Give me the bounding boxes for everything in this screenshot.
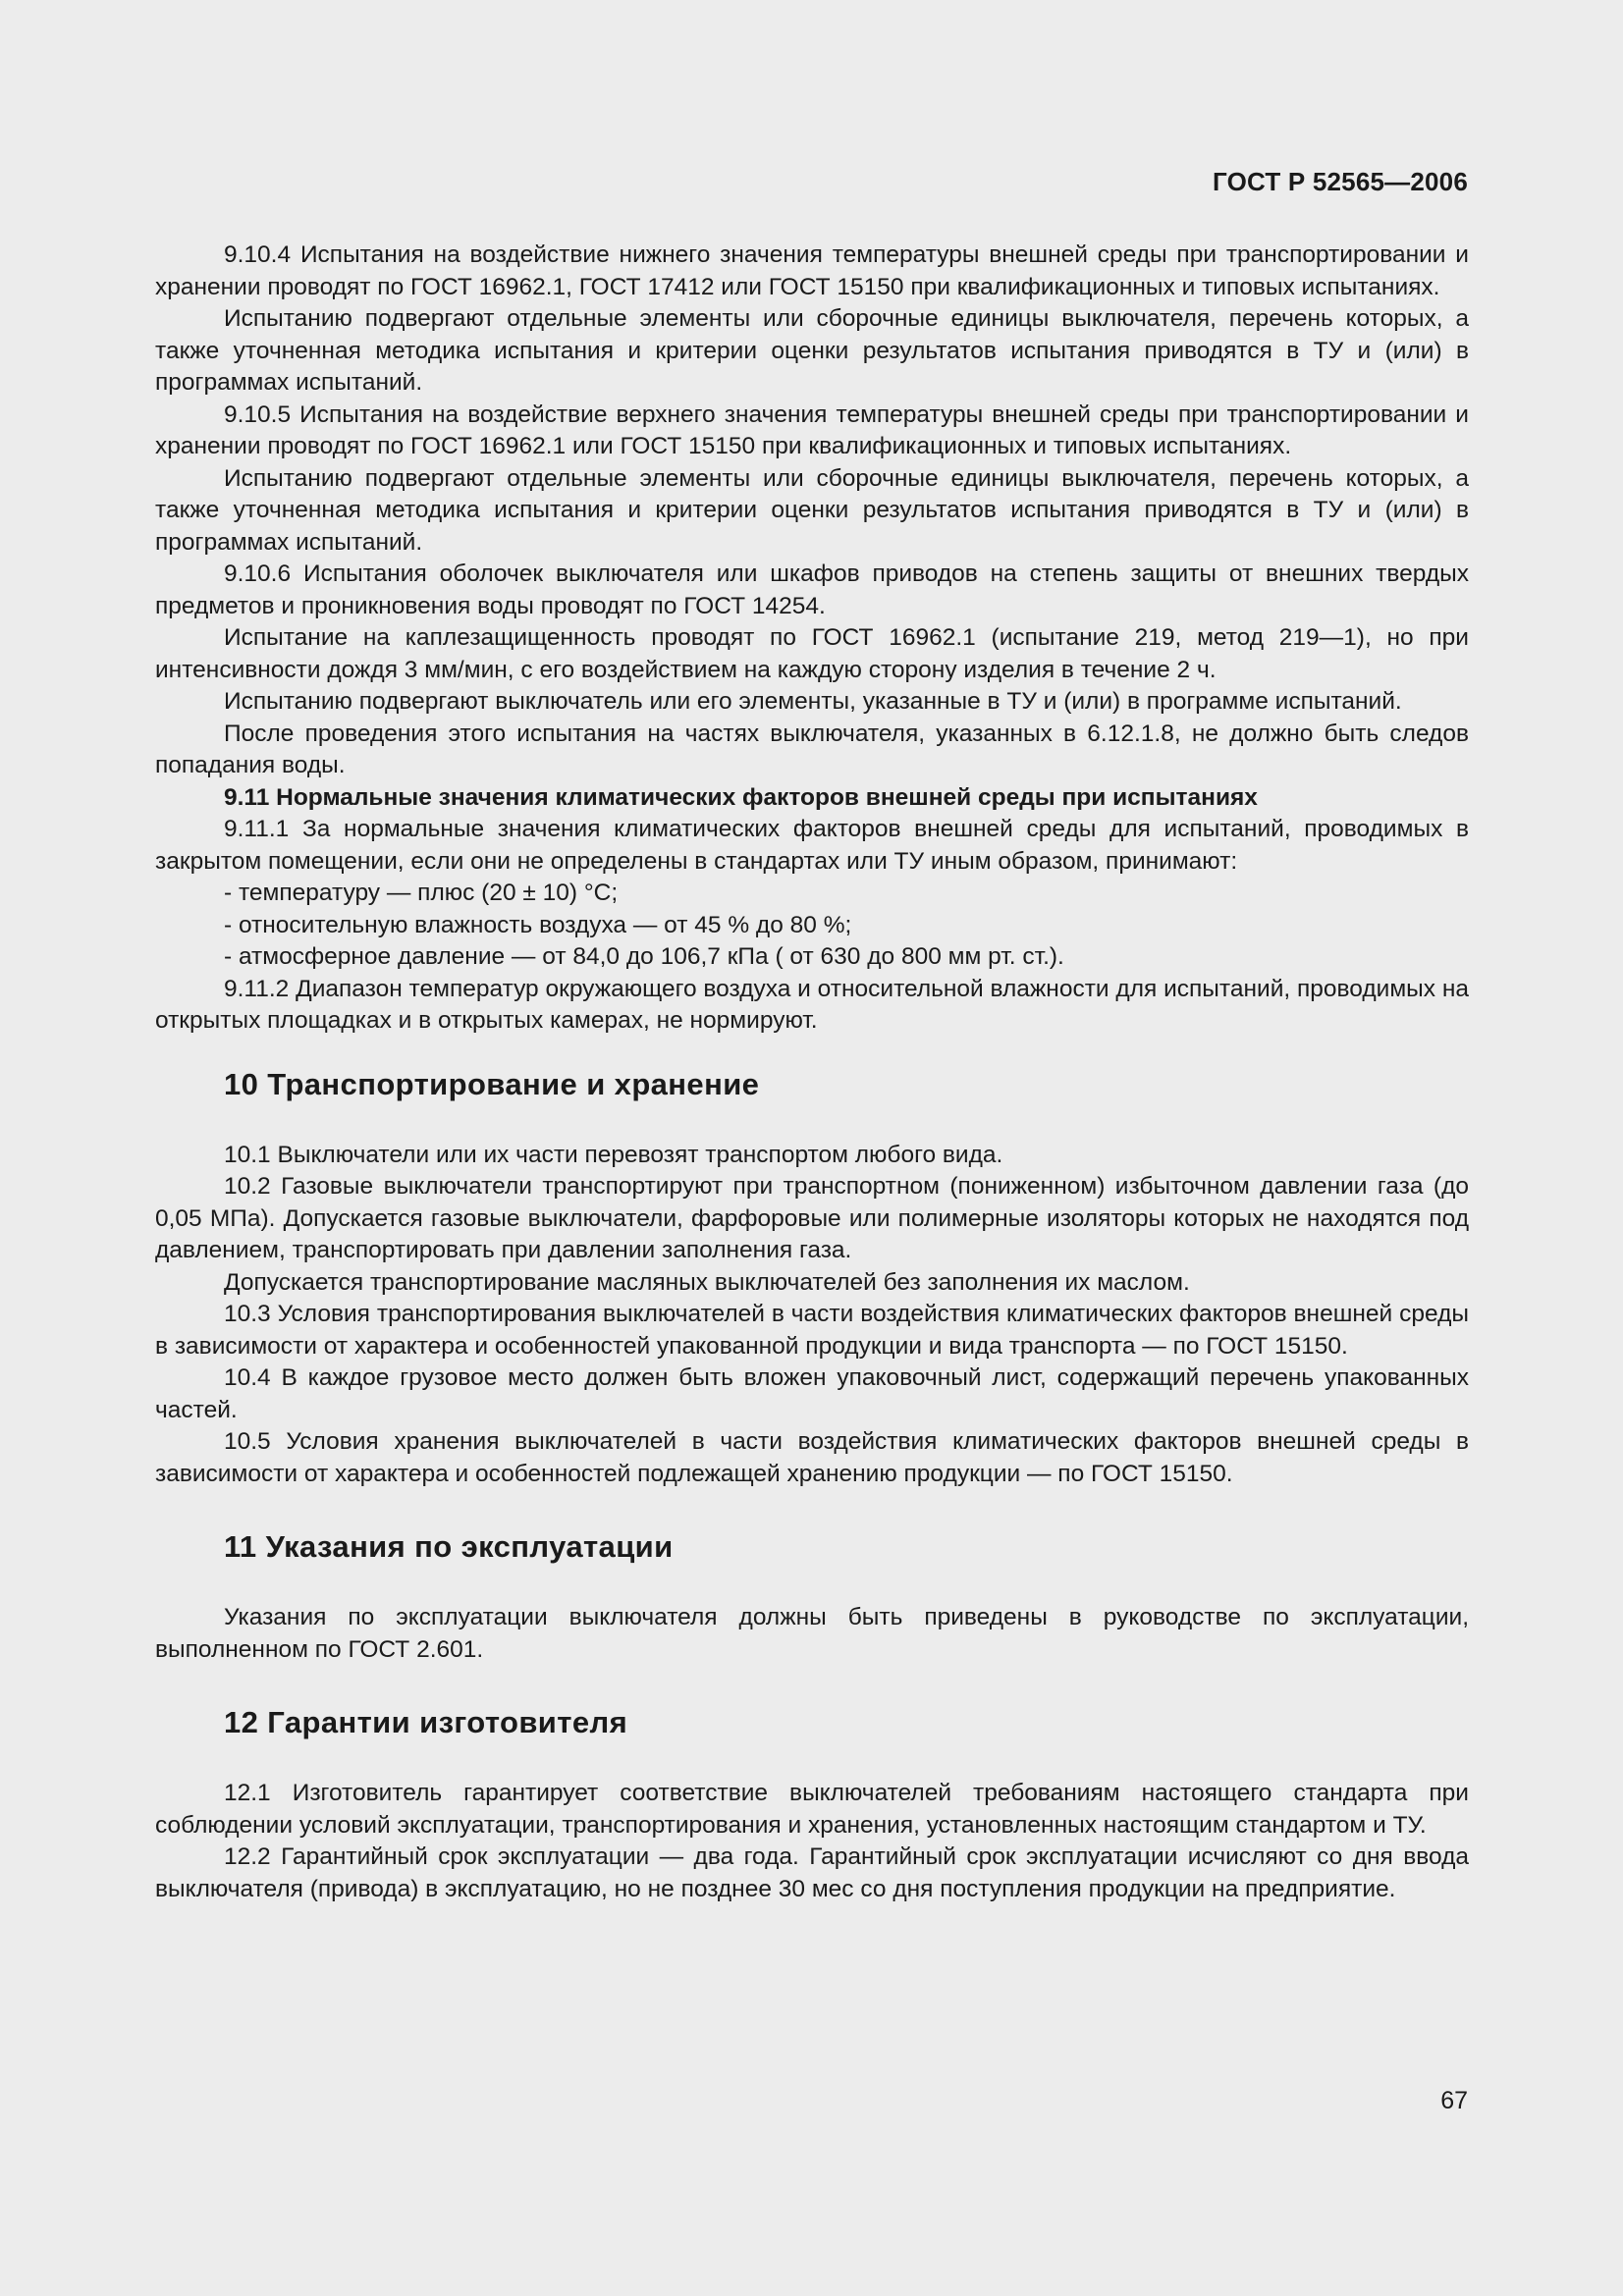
list-item: - температуру — плюс (20 ± 10) °С;	[224, 880, 619, 906]
list-item: - атмосферное давление — от 84,0 до 106,7 кПа ( от 630 до 800 мм рт. ст.).	[224, 943, 1064, 970]
paragraph-12-2: 12.2 Гарантийный срок эксплуатации — два года. Гарантийный срок эксплуатации исчисляют со дня ввода выключателя (привода) в эксплуатацию, но не позднее 30 мес со дня поступления продукции на предприятие.	[155, 1843, 1469, 1902]
subheading-9-11: 9.11 Нормальные значения климатических факторов внешней среды при испытаниях	[224, 783, 1258, 811]
document-code-header: ГОСТ Р 52565—2006	[1213, 167, 1468, 196]
paragraph-9-11-1: 9.11.1 За нормальные значения климатических факторов внешней среды для испытаний, проводимых в закрытом помещении, если они не определены в стандартах или ТУ иным образом, принимают:	[155, 816, 1469, 875]
paragraph-9-10-4-b: Испытанию подвергают отдельные элементы или сборочные единицы выключателя, перечень которых, а также уточненная методика испытания и критерии оценки результатов испытания приводятся в ТУ и (или) в программах испытаний.	[155, 305, 1469, 396]
paragraph-10-5: 10.5 Условия хранения выключателей в части воздействия климатических факторов внешней среды в зависимости от характера и особенностей подлежащей хранению продукции — по ГОСТ 15150.	[155, 1428, 1469, 1487]
section-12-heading: 12 Гарантии изготовителя	[224, 1705, 628, 1739]
paragraph-9-10-6: 9.10.6 Испытания оболочек выключателя или шкафов приводов на степень защиты от внешних твердых предметов и проникновения воды проводят по ГОСТ 14254.	[155, 561, 1469, 619]
section-11-heading: 11 Указания по эксплуатации	[224, 1529, 674, 1564]
paragraph-9-10-6-d: После проведения этого испытания на частях выключателя, указанных в 6.12.1.8, не должно быть следов попадания воды.	[155, 720, 1469, 778]
paragraph-10-3: 10.3 Условия транспортирования выключателей в части воздействия климатических факторов внешней среды в зависимости от характера и особенностей упакованной продукции и вида транспорта — по ГОСТ 15150.	[155, 1301, 1469, 1360]
paragraph-9-10-4: 9.10.4 Испытания на воздействие нижнего значения температуры внешней среды при транспортировании и хранении проводят по ГОСТ 16962.1, ГОСТ 17412 или ГОСТ 15150 при квалификационных и типовых испытаниях.	[155, 241, 1469, 300]
list-item: - относительную влажность воздуха — от 45 % до 80 %;	[224, 911, 852, 938]
paragraph-12-1: 12.1 Изготовитель гарантирует соответствие выключателей требованиям настоящего стандарта при соблюдении условий эксплуатации, транспортирования и хранения, установленных настоящим стандартом и ТУ.	[155, 1780, 1469, 1839]
paragraph-10-4: 10.4 В каждое грузовое место должен быть вложен упаковочный лист, содержащий перечень упакованных частей.	[155, 1364, 1469, 1423]
paragraph-9-11-2: 9.11.2 Диапазон температур окружающего воздуха и относительной влажности для испытаний, проводимых на открытых площадках и в открытых камерах, не нормируют.	[155, 975, 1469, 1034]
paragraph-10-2: 10.2 Газовые выключатели транспортируют при транспортном (пониженном) избыточном давлении газа (до 0,05 МПа). Допускается газовые выключатели, фарфоровые или полимерные изоляторы которых не находятся под давлением, транспортировать при давлении заполнения газа.	[155, 1173, 1469, 1263]
paragraph-9-10-5-b: Испытанию подвергают отдельные элементы или сборочные единицы выключателя, перечень которых, а также уточненная методика испытания и критерии оценки результатов испытания приводятся в ТУ и (или) в программах испытаний.	[155, 464, 1469, 556]
paragraph-10-1: 10.1 Выключатели или их части перевозят транспортом любого вида.	[224, 1141, 1003, 1168]
paragraph-9-10-6-c: Испытанию подвергают выключатель или его элементы, указанные в ТУ и (или) в программе испытаний.	[224, 688, 1402, 715]
paragraph-9-10-6-b: Испытание на каплезащищенность проводят по ГОСТ 16962.1 (испытание 219, метод 219—1), но при интенсивности дождя 3 мм/мин, с его воздействием на каждую сторону изделия в течение 2 ч.	[155, 624, 1469, 683]
page-number: 67	[1440, 2087, 1468, 2114]
page-content	[155, 240, 1469, 1905]
paragraph-11: Указания по эксплуатации выключателя должны быть приведены в руководстве по эксплуатации, выполненном по ГОСТ 2.601.	[155, 1604, 1469, 1663]
section-10-heading: 10 Транспортирование и хранение	[224, 1066, 760, 1101]
paragraph-9-10-5: 9.10.5 Испытания на воздействие верхнего значения температуры внешней среды при транспортировании и хранении проводят по ГОСТ 16962.1 или ГОСТ 15150 при квалификационных и типовых испытаниях.	[155, 400, 1469, 459]
paragraph-10-2-b: Допускается транспортирование масляных выключателей без заполнения их маслом.	[224, 1268, 1190, 1296]
